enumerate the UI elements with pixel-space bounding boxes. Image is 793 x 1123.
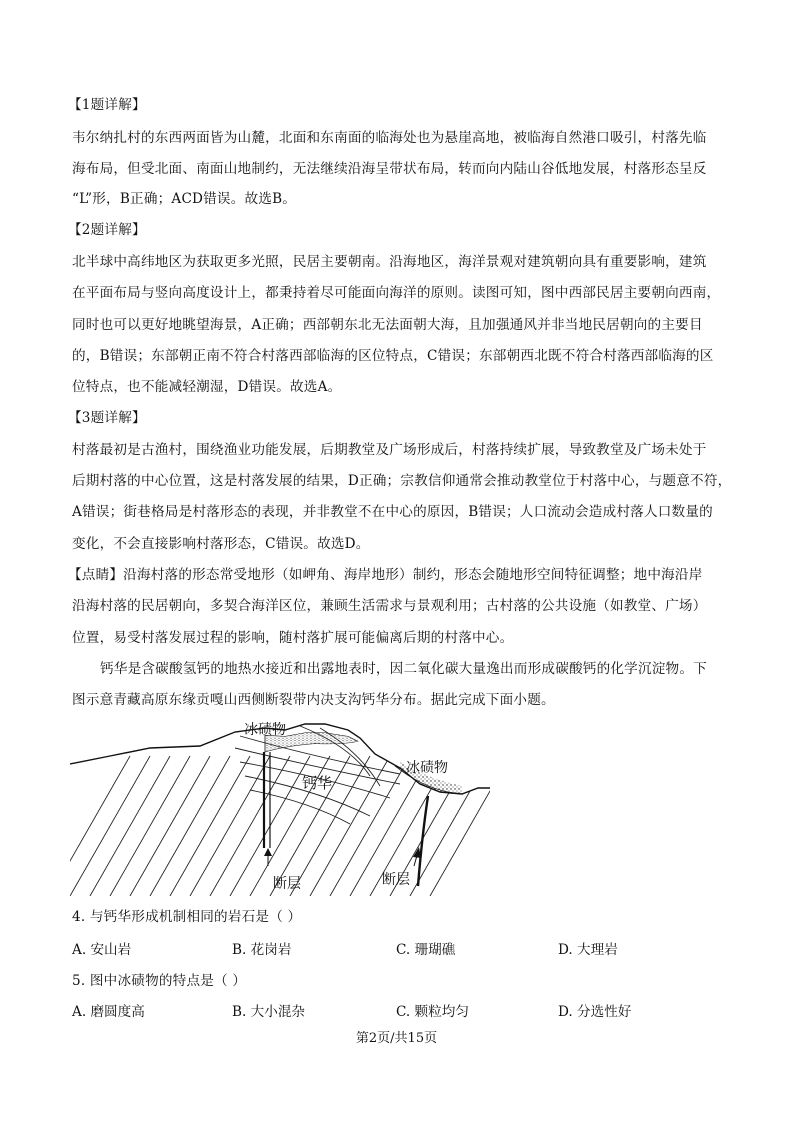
q1-heading: 【1题详解】	[68, 97, 146, 113]
dianjing-line-2: 沿海村落的民居朝向，多契合海洋区位，兼顾生活需求与景观利用；古村落的公共设施（如教堂、广场）	[72, 598, 707, 614]
q5-option-c[interactable]: C. 颗粒均匀	[396, 1004, 469, 1020]
q1-line-3: “L”形，B正确；ACD错误。故选B。	[72, 191, 297, 207]
q5-option-d[interactable]: D. 分选性好	[558, 1004, 632, 1020]
q1-line-2: 海布局，但受北面、南面山地制约，无法继续沿海呈带状布局，转而向内陆山谷低地发展，村落形态呈反	[72, 161, 707, 177]
intro-line-1: 钙华是含碳酸氢钙的地热水接近和出露地表时，因二氧化碳大量逸出而形成碳酸钙的化学沉淀物。下	[100, 661, 707, 677]
q3-line-1: 村落最初是古渔村，围绕渔业功能发展，后期教堂及广场形成后，村落持续扩展，导致教堂及广场未处于	[72, 442, 707, 458]
geology-cross-section-figure	[70, 716, 510, 896]
q2-line-5: 位特点，也不能减轻潮湿，D错误。故选A。	[72, 379, 342, 395]
q3-line-2: 后期村落的中心位置，这是村落发展的结果，D正确；宗教信仰通常会推动教堂位于村落中心，与题意不符，	[72, 473, 732, 489]
travertine-label: 钙华	[302, 774, 333, 792]
q5-option-b[interactable]: B. 大小混杂	[232, 1004, 306, 1020]
dianjing-line-1: 【点睛】沿海村落的形态常受地形（如岬角、海岸地形）制约，形态会随地形空间特征调整；地中海沿岸	[68, 567, 703, 583]
q2-line-2: 在平面布局与竖向高度设计上，都秉持着尽可能面向海洋的原则。读图可知，图中西部民居主要朝向西南，	[72, 285, 721, 301]
q3-heading: 【3题详解】	[68, 410, 146, 426]
q4-option-d[interactable]: D. 大理岩	[558, 942, 618, 958]
q4-stem: 4. 与钙华形成机制相同的岩石是（ ）	[72, 909, 302, 925]
q5-stem: 5. 图中冰碛物的特点是（ ）	[72, 973, 247, 989]
fault-right-label: 断层	[382, 872, 410, 888]
q5-option-a[interactable]: A. 磨圆度高	[72, 1004, 145, 1020]
moraine-left-label: 冰碛物	[244, 722, 286, 738]
q2-heading: 【2题详解】	[68, 222, 146, 238]
q1-line-1: 韦尔纳扎村的东西两面皆为山麓，北面和东南面的临海处也为悬崖高地，被临海自然港口吸引，村落先临	[72, 130, 707, 146]
q3-line-4: 变化，不会直接影响村落形态，C错误。故选D。	[72, 536, 370, 552]
moraine-right-label: 冰碛物	[406, 760, 448, 776]
q4-option-c[interactable]: C. 珊瑚礁	[396, 942, 456, 958]
q4-option-a[interactable]: A. 安山岩	[72, 942, 132, 958]
page-footer: 第2页/共15页	[355, 1031, 438, 1046]
intro-line-2: 图示意青藏高原东缘贡嘎山西侧断裂带内决支沟钙华分布。据此完成下面小题。	[72, 692, 555, 708]
q4-option-b[interactable]: B. 花岗岩	[232, 942, 292, 958]
q2-line-3: 同时也可以更好地眺望海景，A正确；西部朝东北无法面朝大海，且加强通风并非当地民居朝向的主要目	[72, 317, 703, 333]
fault-left-label: 断层	[273, 876, 301, 892]
q2-line-4: 的，B错误；东部朝正南不符合村落西部临海的区位特点，C错误；东部朝西北既不符合村落西部临海的区	[72, 348, 714, 364]
q3-line-3: A错误；街巷格局是村落形态的表现，并非教堂不在中心的原因，B错误；人口流动会造成村落人口数量的	[72, 504, 713, 520]
q2-line-1: 北半球中高纬地区为获取更多光照，民居主要朝南。沿海地区，海洋景观对建筑朝向具有重要影响，建筑	[72, 254, 707, 270]
dianjing-line-3: 位置，易受村落发展过程的影响，随村落扩展可能偏离后期的村落中心。	[72, 630, 514, 646]
